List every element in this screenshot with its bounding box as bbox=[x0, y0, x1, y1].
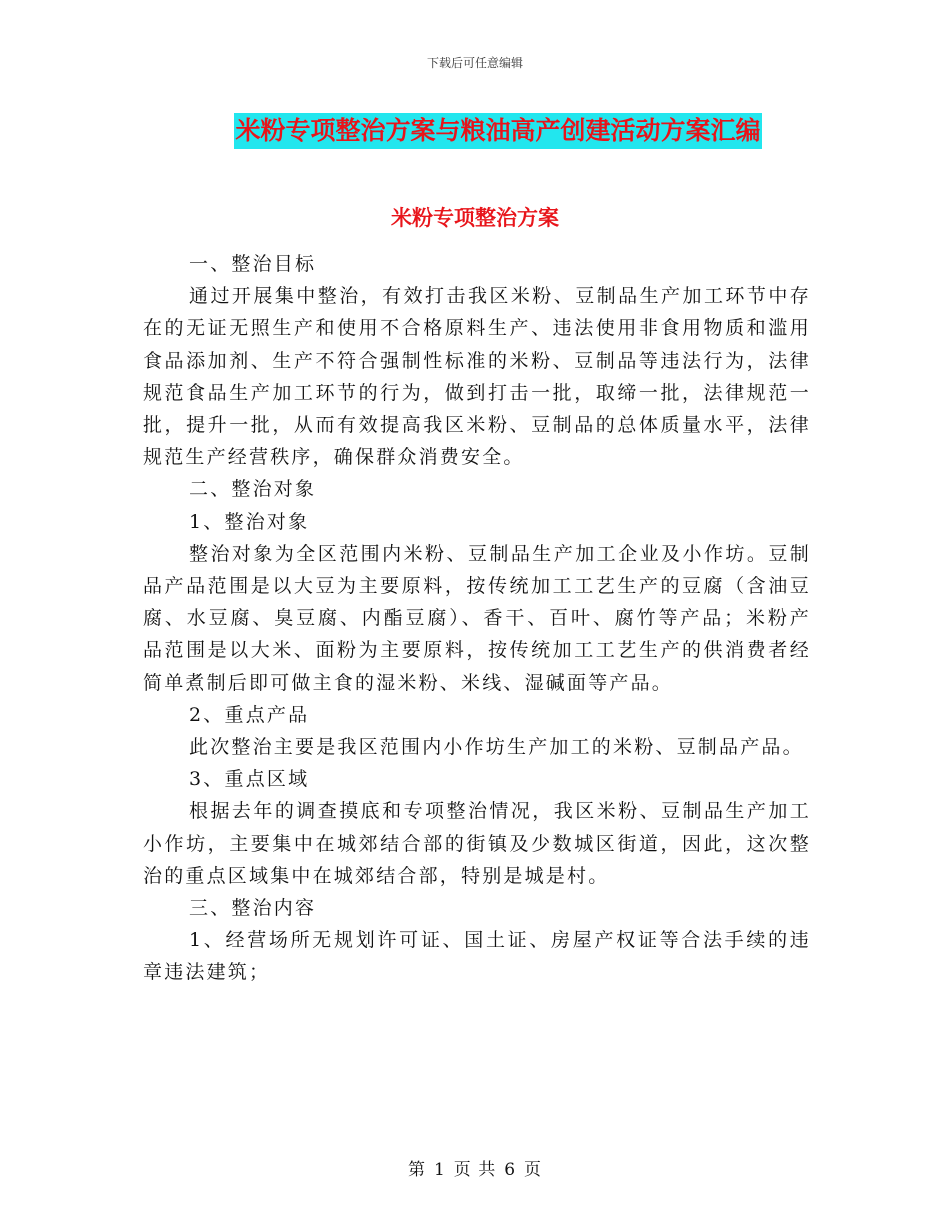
footer-label-end: 页 bbox=[524, 1160, 543, 1180]
section-heading: 二、整治对象 bbox=[189, 478, 317, 501]
sub-title: 米粉专项整治方案 bbox=[391, 206, 559, 230]
document-body bbox=[143, 248, 811, 989]
section-heading: 三、整治内容 bbox=[189, 897, 317, 920]
section-heading: 一、整治目标 bbox=[189, 253, 317, 275]
footer-label-of: 页 共 bbox=[453, 1160, 497, 1180]
main-title: 米粉专项整治方案与粮油高产创建活动方案汇编 bbox=[234, 113, 761, 149]
paragraph: 整治对象为全区范围内米粉、豆制品生产加工企业及小作坊。豆制品产品范围是以大豆为主要原料，按传统加工工艺生产的豆腐（含油豆腐、水豆腐、臭豆腐、内酯豆腐）、香干、百叶、腐竹等产品；米粉产品范围是以大米、面粉为主要原料，按传统加工工艺生产的供消费者经简单煮制后即可做主食的湿米粉、米线、湿碱面等产品。 bbox=[143, 542, 811, 694]
section-heading: 3、重点区域 bbox=[189, 768, 310, 791]
header-note: 下载后可任意编辑 bbox=[426, 56, 523, 70]
main-title-container bbox=[0, 113, 950, 149]
page-footer bbox=[0, 1155, 950, 1180]
paragraph: 根据去年的调查摸底和专项整治情况，我区米粉、豆制品生产加工小作坊，主要集中在城郊结合部的街镇及少数城区街道，因此，这次整治的重点区域集中在城郊结合部，特别是城是村。 bbox=[143, 800, 811, 887]
current-page-number: 1 bbox=[433, 1160, 446, 1180]
section-heading: 1、整治对象 bbox=[189, 510, 310, 533]
paragraph: 通过开展集中整治，有效打击我区米粉、豆制品生产加工环节中存在的无证无照生产和使用不合格原料生产、违法使用非食用物质和滥用食品添加剂、生产不符合强制性标准的米粉、豆制品等违法行为，法律规范食品生产加工环节的行为，做到打击一批，取缔一批，法律规范一批，提升一批，从而有效提高我区米粉、豆制品的总体质量水平，法律规范生产经营秩序，确保群众消费安全。 bbox=[143, 285, 811, 469]
footer-label-page: 第 bbox=[407, 1160, 426, 1180]
section-heading: 2、重点产品 bbox=[189, 703, 310, 726]
total-pages-number: 6 bbox=[504, 1160, 517, 1180]
paragraph: 1、经营场所无规划许可证、国土证、房屋产权证等合法手续的违章违法建筑； bbox=[143, 929, 811, 984]
paragraph: 此次整治主要是我区范围内小作坊生产加工的米粉、豆制品产品。 bbox=[189, 736, 804, 759]
